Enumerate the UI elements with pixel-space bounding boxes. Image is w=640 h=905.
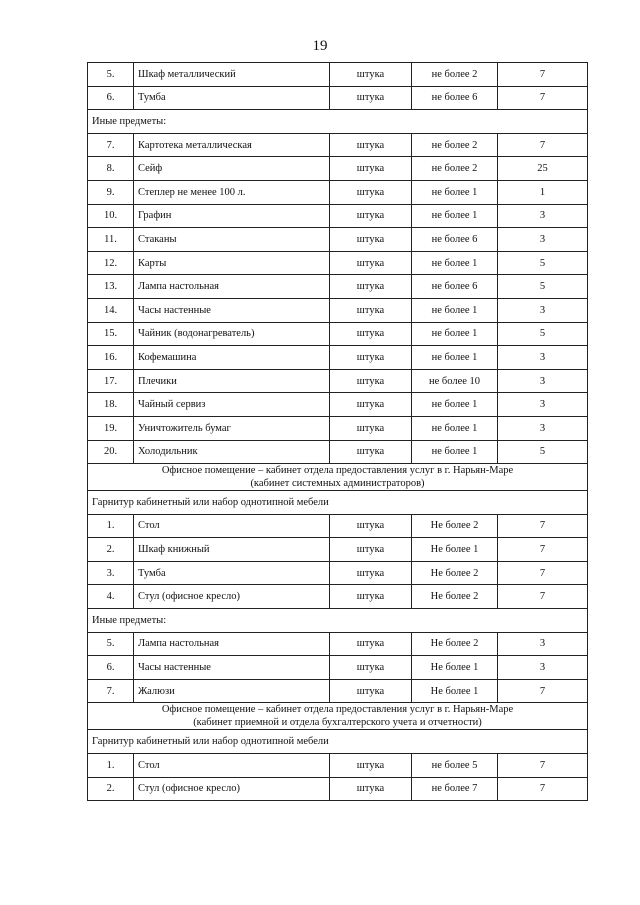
item-name: Лампа настольная <box>134 275 330 299</box>
row-number: 5. <box>88 632 134 656</box>
service-life: 3 <box>498 204 588 228</box>
unit-cell: штука <box>330 538 412 562</box>
item-name: Стаканы <box>134 228 330 252</box>
item-name: Стул (офисное кресло) <box>134 777 330 801</box>
service-life: 7 <box>498 63 588 87</box>
row-number: 6. <box>88 656 134 680</box>
row-number: 13. <box>88 275 134 299</box>
section-row <box>88 730 588 754</box>
row-number: 9. <box>88 180 134 204</box>
unit-cell: штука <box>330 63 412 87</box>
unit-cell: штука <box>330 754 412 778</box>
service-life: 3 <box>498 346 588 370</box>
unit-cell: штука <box>330 679 412 703</box>
unit-cell: штука <box>330 393 412 417</box>
furniture-table <box>87 62 588 801</box>
quantity-limit: не более 1 <box>412 346 498 370</box>
unit-cell: штука <box>330 157 412 181</box>
table-body <box>88 63 588 801</box>
quantity-limit: Не более 2 <box>412 561 498 585</box>
unit-cell: штука <box>330 632 412 656</box>
quantity-limit: не более 5 <box>412 754 498 778</box>
quantity-limit: Не более 2 <box>412 585 498 609</box>
service-life: 25 <box>498 157 588 181</box>
section-label: Гарнитур кабинетный или набор однотипной мебели <box>88 730 588 754</box>
service-life: 7 <box>498 133 588 157</box>
unit-cell: штука <box>330 251 412 275</box>
item-name: Уничтожитель бумаг <box>134 416 330 440</box>
table-row <box>88 656 588 680</box>
table-row <box>88 585 588 609</box>
unit-cell: штука <box>330 585 412 609</box>
unit-cell: штука <box>330 514 412 538</box>
quantity-limit: Не более 1 <box>412 679 498 703</box>
table-row <box>88 369 588 393</box>
item-name: Чайный сервиз <box>134 393 330 417</box>
row-number: 12. <box>88 251 134 275</box>
service-life: 3 <box>498 228 588 252</box>
table-row <box>88 63 588 87</box>
unit-cell: штука <box>330 440 412 464</box>
row-number: 14. <box>88 298 134 322</box>
service-life: 7 <box>498 679 588 703</box>
unit-cell: штука <box>330 204 412 228</box>
quantity-limit: не более 2 <box>412 63 498 87</box>
row-number: 11. <box>88 228 134 252</box>
row-number: 1. <box>88 514 134 538</box>
table-row <box>88 679 588 703</box>
room-heading-row <box>88 464 588 491</box>
quantity-limit: Не более 1 <box>412 538 498 562</box>
row-number: 8. <box>88 157 134 181</box>
room-heading-row <box>88 703 588 730</box>
service-life: 7 <box>498 585 588 609</box>
quantity-limit: не более 2 <box>412 157 498 181</box>
item-name: Тумба <box>134 86 330 110</box>
table-row <box>88 133 588 157</box>
service-life: 5 <box>498 251 588 275</box>
table-row <box>88 298 588 322</box>
service-life: 7 <box>498 561 588 585</box>
item-name: Сейф <box>134 157 330 181</box>
table-row <box>88 632 588 656</box>
table-row <box>88 322 588 346</box>
table-row <box>88 777 588 801</box>
item-name: Шкаф книжный <box>134 538 330 562</box>
room-heading <box>88 703 588 730</box>
service-life: 3 <box>498 656 588 680</box>
unit-cell: штука <box>330 561 412 585</box>
item-name: Плечики <box>134 369 330 393</box>
quantity-limit: не более 6 <box>412 228 498 252</box>
unit-cell: штука <box>330 416 412 440</box>
item-name: Стул (офисное кресло) <box>134 585 330 609</box>
row-number: 1. <box>88 754 134 778</box>
row-number: 2. <box>88 777 134 801</box>
service-life: 3 <box>498 369 588 393</box>
item-name: Часы настенные <box>134 656 330 680</box>
quantity-limit: не более 1 <box>412 322 498 346</box>
room-heading-line2: (кабинет приемной и отдела бухгалтерского учета и отчетности) <box>193 717 482 729</box>
section-row <box>88 110 588 134</box>
quantity-limit: Не более 2 <box>412 514 498 538</box>
section-label: Иные предметы: <box>88 609 588 633</box>
table-row <box>88 251 588 275</box>
section-row <box>88 609 588 633</box>
row-number: 20. <box>88 440 134 464</box>
table-row <box>88 204 588 228</box>
table-row <box>88 180 588 204</box>
item-name: Тумба <box>134 561 330 585</box>
quantity-limit: не более 1 <box>412 251 498 275</box>
unit-cell: штука <box>330 298 412 322</box>
row-number: 7. <box>88 679 134 703</box>
table-row <box>88 561 588 585</box>
service-life: 5 <box>498 440 588 464</box>
item-name: Стол <box>134 514 330 538</box>
table-row <box>88 86 588 110</box>
table-row <box>88 275 588 299</box>
service-life: 7 <box>498 754 588 778</box>
item-name: Лампа настольная <box>134 632 330 656</box>
service-life: 1 <box>498 180 588 204</box>
unit-cell: штука <box>330 275 412 299</box>
room-heading-line1: Офисное помещение – кабинет отдела предоставления услуг в г. Нарьян-Маре <box>161 704 514 716</box>
quantity-limit: не более 7 <box>412 777 498 801</box>
item-name: Степлер не менее 100 л. <box>134 180 330 204</box>
item-name: Жалюзи <box>134 679 330 703</box>
item-name: Стол <box>134 754 330 778</box>
unit-cell: штука <box>330 86 412 110</box>
section-label: Гарнитур кабинетный или набор однотипной мебели <box>88 491 588 515</box>
quantity-limit: не более 6 <box>412 275 498 299</box>
item-name: Чайник (водонагреватель) <box>134 322 330 346</box>
unit-cell: штука <box>330 180 412 204</box>
row-number: 4. <box>88 585 134 609</box>
row-number: 16. <box>88 346 134 370</box>
service-life: 7 <box>498 514 588 538</box>
service-life: 3 <box>498 632 588 656</box>
service-life: 3 <box>498 298 588 322</box>
unit-cell: штука <box>330 346 412 370</box>
service-life: 3 <box>498 393 588 417</box>
row-number: 7. <box>88 133 134 157</box>
row-number: 19. <box>88 416 134 440</box>
row-number: 5. <box>88 63 134 87</box>
room-heading-line1: Офисное помещение – кабинет отдела предоставления услуг в г. Нарьян-Маре <box>161 465 514 477</box>
row-number: 17. <box>88 369 134 393</box>
table-row <box>88 393 588 417</box>
item-name: Кофемашина <box>134 346 330 370</box>
table-row <box>88 754 588 778</box>
section-label: Иные предметы: <box>88 110 588 134</box>
item-name: Карты <box>134 251 330 275</box>
quantity-limit: не более 1 <box>412 204 498 228</box>
quantity-limit: не более 6 <box>412 86 498 110</box>
quantity-limit: не более 1 <box>412 416 498 440</box>
service-life: 7 <box>498 777 588 801</box>
service-life: 5 <box>498 322 588 346</box>
quantity-limit: не более 1 <box>412 393 498 417</box>
service-life: 7 <box>498 538 588 562</box>
table-row <box>88 440 588 464</box>
item-name: Графин <box>134 204 330 228</box>
item-name: Картотека металлическая <box>134 133 330 157</box>
row-number: 10. <box>88 204 134 228</box>
table-row <box>88 538 588 562</box>
unit-cell: штука <box>330 656 412 680</box>
row-number: 2. <box>88 538 134 562</box>
table-row <box>88 514 588 538</box>
room-heading-line2: (кабинет системных администраторов) <box>250 478 425 490</box>
quantity-limit: Не более 1 <box>412 656 498 680</box>
service-life: 7 <box>498 86 588 110</box>
unit-cell: штука <box>330 322 412 346</box>
unit-cell: штука <box>330 369 412 393</box>
item-name: Холодильник <box>134 440 330 464</box>
table-row <box>88 157 588 181</box>
item-name: Шкаф металлический <box>134 63 330 87</box>
quantity-limit: не более 1 <box>412 298 498 322</box>
unit-cell: штука <box>330 228 412 252</box>
quantity-limit: не более 1 <box>412 440 498 464</box>
row-number: 18. <box>88 393 134 417</box>
table-row <box>88 416 588 440</box>
unit-cell: штука <box>330 777 412 801</box>
quantity-limit: Не более 2 <box>412 632 498 656</box>
service-life: 5 <box>498 275 588 299</box>
unit-cell: штука <box>330 133 412 157</box>
quantity-limit: не более 1 <box>412 180 498 204</box>
row-number: 6. <box>88 86 134 110</box>
table-row <box>88 228 588 252</box>
table-row <box>88 346 588 370</box>
page-number: 19 <box>312 38 328 54</box>
section-row <box>88 491 588 515</box>
service-life: 3 <box>498 416 588 440</box>
row-number: 15. <box>88 322 134 346</box>
quantity-limit: не более 2 <box>412 133 498 157</box>
item-name: Часы настенные <box>134 298 330 322</box>
room-heading <box>88 464 588 491</box>
quantity-limit: не более 10 <box>412 369 498 393</box>
row-number: 3. <box>88 561 134 585</box>
